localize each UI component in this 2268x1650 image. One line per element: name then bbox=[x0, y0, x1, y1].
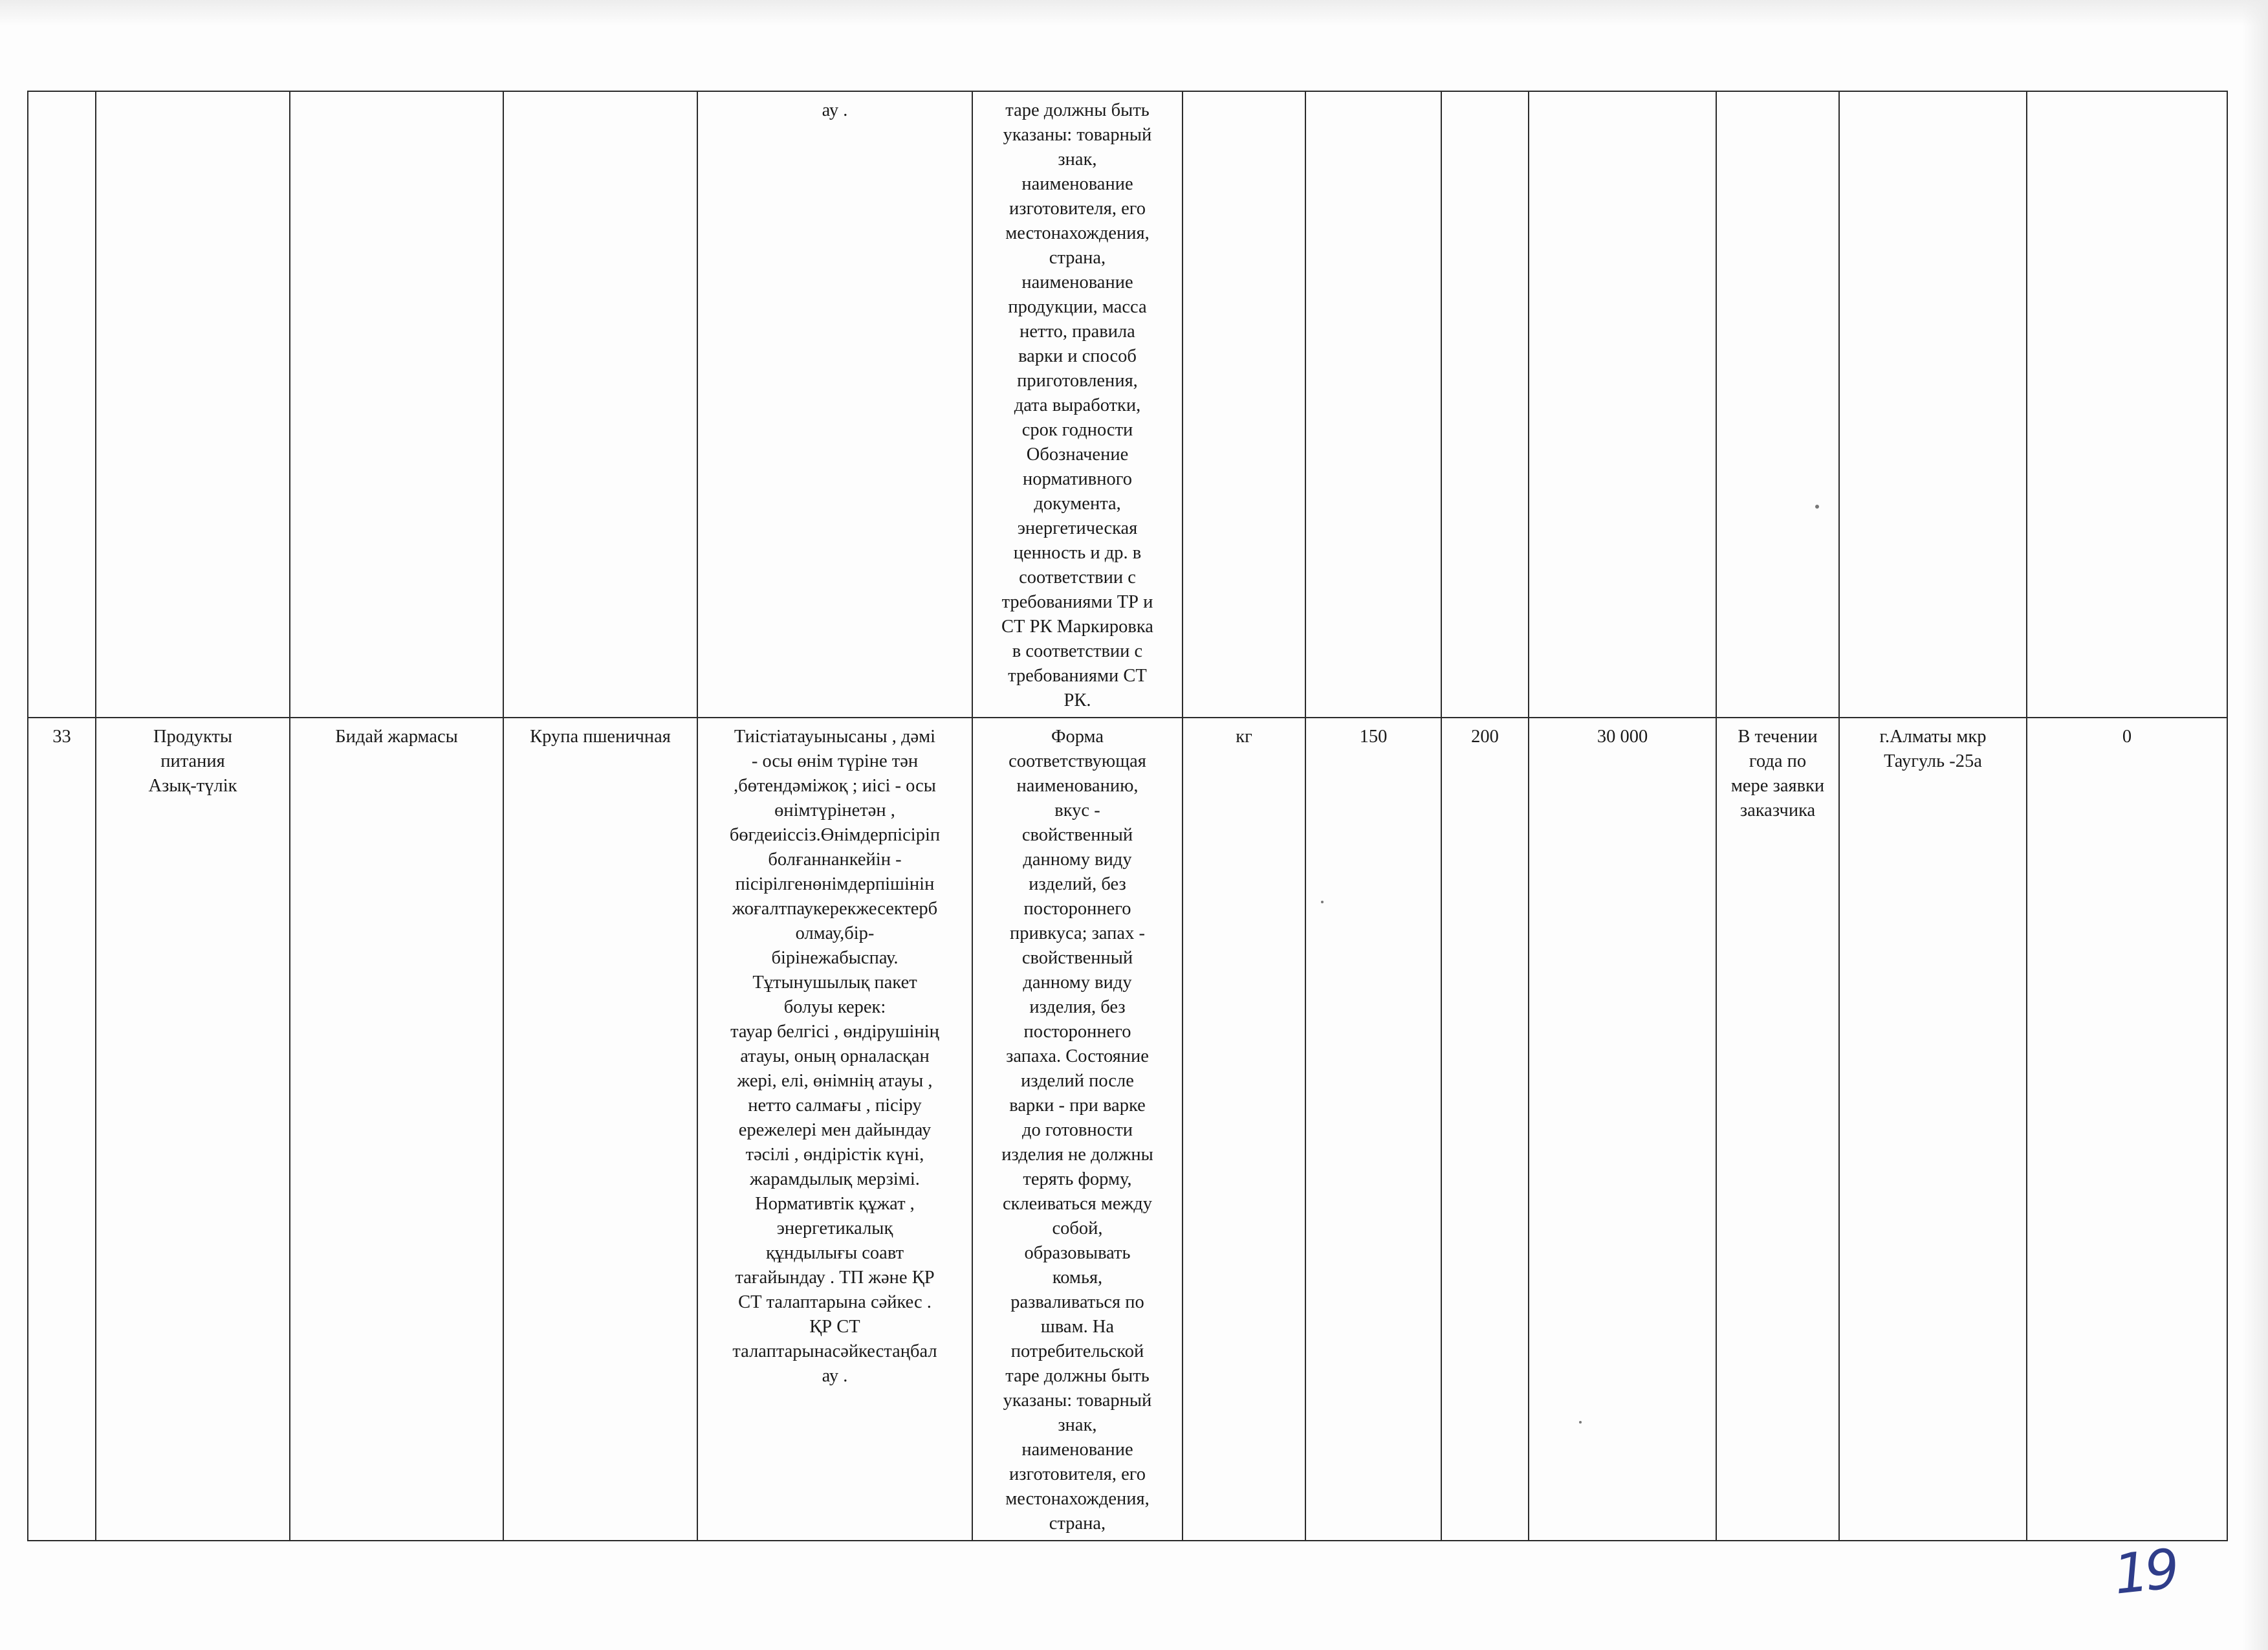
scan-speck bbox=[1321, 901, 1324, 903]
cell-advance: 0 bbox=[2027, 718, 2227, 1541]
cell-place bbox=[1839, 91, 2027, 718]
table-row bbox=[28, 718, 2227, 1541]
cell-spec-ru: таре должны быть указаны: товарный знак, наименование изготовителя, его местонахождения, страна, наименование продукции, масса нетто, правила варки и способ приготовления, дата выработки, срок годности Обозначение нормативного документа, энергетическая ценность и др. в соответствии с требованиями ТР и СТ РК Маркировка в соответствии с требованиями СТ РК. bbox=[972, 91, 1183, 718]
handwritten-page-number: 19 bbox=[2111, 1537, 2179, 1607]
cell-num: 33 bbox=[28, 718, 96, 1541]
cell-qty: 150 bbox=[1305, 718, 1441, 1541]
cell-price bbox=[1441, 91, 1529, 718]
cell-term: В течении года по мере заявки заказчика bbox=[1716, 718, 1839, 1541]
scan-edge-top bbox=[0, 0, 2268, 26]
scan-edge-right bbox=[2242, 0, 2268, 1650]
cell-num bbox=[28, 91, 96, 718]
cell-spec-ru: Форма соответствующая наименованию, вкус - свойственный данному виду изделий, без постороннего привкуса; запах - свойственный данному виду изделия, без постороннего запаха. Состояние изделий после варки - при варке до готовности изделия не должны терять форму, склеиваться между собой, образовывать комья, разваливаться по швам. На потребительской таре должны быть указаны: товарный знак, наименование изготовителя, его местонахождения, страна, bbox=[972, 718, 1183, 1541]
cell-term bbox=[1716, 91, 1839, 718]
cell-category: Продукты питания Азық-түлік bbox=[96, 718, 290, 1541]
cell-sum bbox=[1529, 91, 1716, 718]
cell-category bbox=[96, 91, 290, 718]
procurement-table bbox=[27, 91, 2228, 1541]
cell-name-ru bbox=[503, 91, 697, 718]
scan-speck bbox=[1815, 505, 1819, 509]
cell-price: 200 bbox=[1441, 718, 1529, 1541]
scan-speck bbox=[1579, 1421, 1582, 1424]
table-row bbox=[28, 91, 2227, 718]
cell-sum: 30 000 bbox=[1529, 718, 1716, 1541]
cell-spec-kz: Тиістіатауынысаны , дәмі - осы өнім түріне тән ,бөтендәміжоқ ; иісі - осы өнімтүрінетән , бөгдеиіссіз.Өнімдерпісіріп болғаннанкейін - пісірілгенөнімдерпішінін жоғалтпаукерекжесектерб олмау,бір- бірінежабыспау. Тұтынушылық пакет болуы керек: тауар белгісі , өндірушінің атауы, оның орналасқан жері, елі, өнімнің атауы , нетто салмағы , пісіру ережелері мен дайындау тәсілі , өндірістік күні, жарамдылық мерзімі. Нормативтік құжат , энергетикалық құндылығы соавт тағайындау . ТП және ҚР СТ талаптарына сәйкес . ҚР СТ талаптарынасәйкестаңбал ау . bbox=[697, 718, 972, 1541]
cell-name-ru: Крупа пшеничная bbox=[503, 718, 697, 1541]
cell-name-kz bbox=[290, 91, 503, 718]
cell-name-kz: Бидай жармасы bbox=[290, 718, 503, 1541]
cell-advance bbox=[2027, 91, 2227, 718]
cell-unit: кг bbox=[1183, 718, 1305, 1541]
cell-qty bbox=[1305, 91, 1441, 718]
cell-unit bbox=[1183, 91, 1305, 718]
cell-place: г.Алматы мкр Таугуль -25а bbox=[1839, 718, 2027, 1541]
cell-spec-kz: ау . bbox=[697, 91, 972, 718]
